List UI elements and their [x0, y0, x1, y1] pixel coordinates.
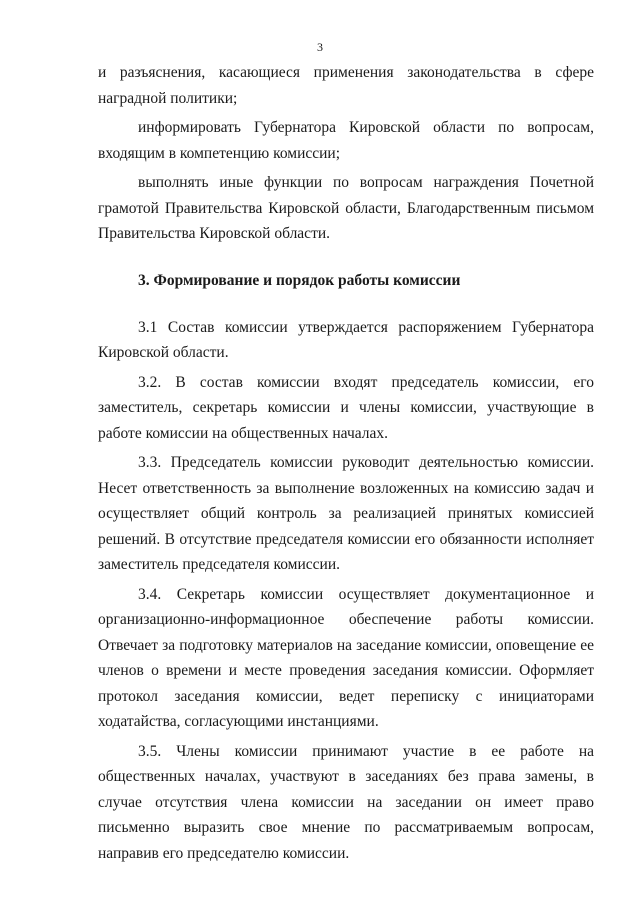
document-body [98, 60, 594, 870]
paragraph-3-1: 3.1 Состав комиссии утверждается распоряжением Губернатора Кировской области. [98, 318, 594, 361]
paragraph-continuation: и разъяснения, касающиеся применения законодательства в сфере наградной политики; [98, 64, 594, 107]
page-number: 3 [317, 40, 323, 54]
paragraph-3-2: 3.2. В состав комиссии входят председатель комиссии, его заместитель, секретарь комиссии и члены комиссии, участвующие в работе комиссии на общественных началах. [98, 373, 594, 442]
paragraph-3-5: 3.5. Члены комиссии принимают участие в ее работе на общественных началах, участвуют в заседаниях без права замены, в случае отсутствия члена комиссии на заседании он имеет право письменно выразить свое мнение по рассматриваемым вопросам, направив его председателю комиссии. [98, 742, 594, 862]
paragraph-3-4: 3.4. Секретарь комиссии осуществляет документационное и организационно-информационное обеспечение работы комиссии. Отвечает за подготовку материалов на заседание комиссии, оповещение ее членов о времени и месте проведения заседания комиссии. Оформляет протокол заседания комиссии, ведет переписку с инициаторами ходатайства, согласующими инстанциями. [98, 585, 594, 730]
paragraph-3-3: 3.3. Председатель комиссии руководит деятельностью комиссии. Несет ответственность за выполнение возложенных на комиссию задач и осуществляет общий контроль за реализацией принятых комиссией решений. В отсутствие председателя комиссии его обязанности исполняет заместитель председателя комиссии. [98, 454, 594, 573]
paragraph-other-functions: выполнять иные функции по вопросам награждения Почетной грамотой Правительства Кировской области, Благодарственным письмом Правительства Кировской области. [98, 174, 594, 242]
section-heading: 3. Формирование и порядок работы комиссии [138, 271, 461, 289]
paragraph-inform-governor: информировать Губернатора Кировской области по вопросам, входящим в компетенцию комиссии; [98, 119, 594, 162]
